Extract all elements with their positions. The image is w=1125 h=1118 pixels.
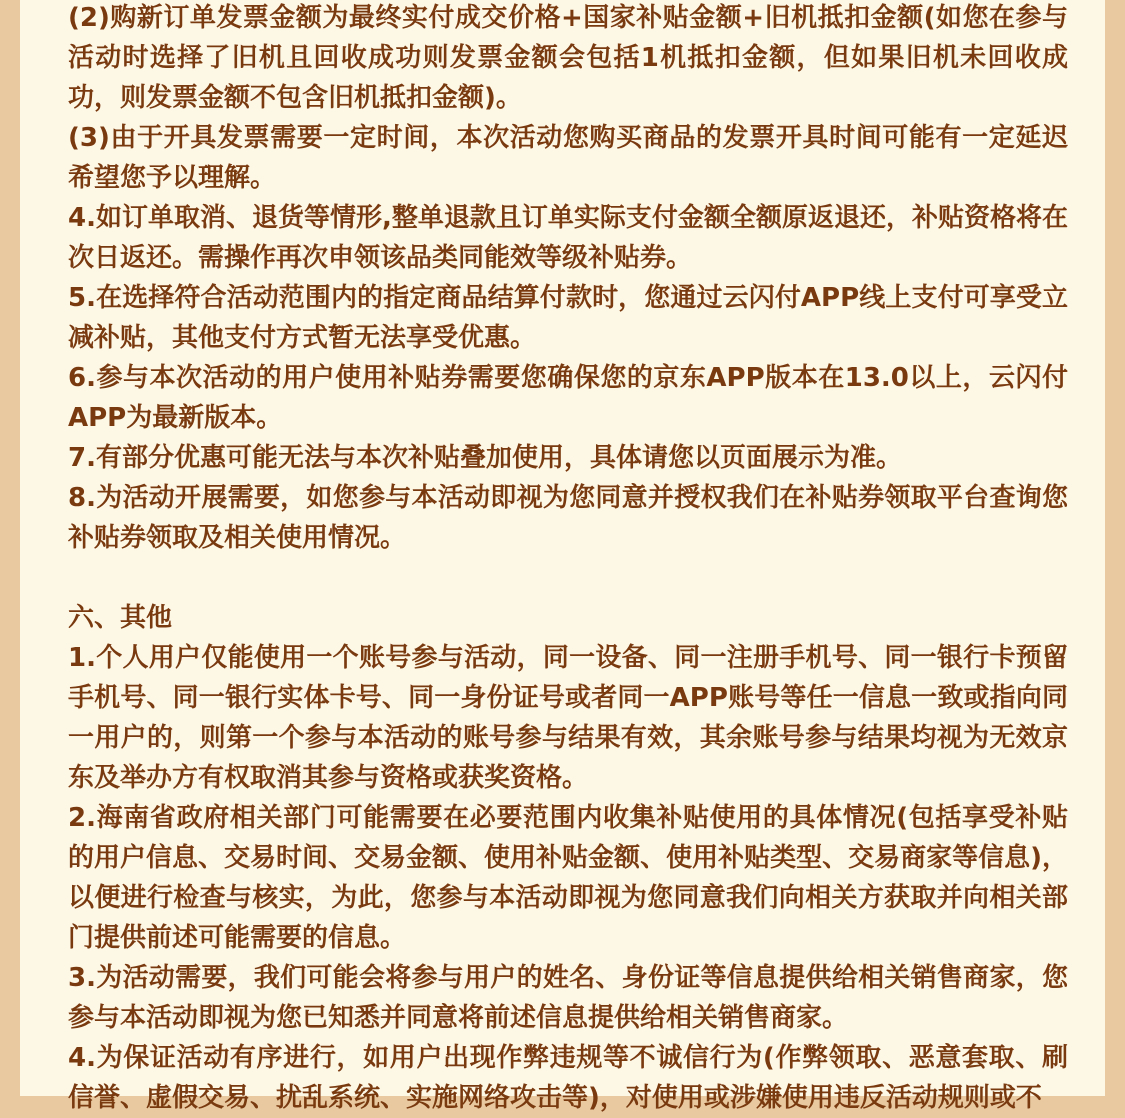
rule-item-fraud: 4.为保证活动有序进行，如用户出现作弊违规等不诚信行为(作弊领取、恶意套取、刷信誉、虚假交易、扰乱系统、实施网络攻击等)，对使用或涉嫌使用违反活动规则或不	[68, 1043, 1068, 1113]
rules-panel	[20, 0, 1105, 1113]
rule-item-government-data: 2.海南省政府相关部门可能需要在必要范围内收集补贴使用的具体情况(包括享受补贴的用户信息、交易时间、交易金额、使用补贴金额、使用补贴类型、交易商家等信息)，以便进行检查与核实，为此，您参与本活动即视为您同意我们向相关方获取并向相关部门提供前述可能需要的信息。	[68, 803, 1068, 953]
rule-item-refund: 4.如订单取消、退货等情形,整单退款且订单实际支付金额全额原返退还，补贴资格将在次日返还。需操作再次申领该品类同能效等级补贴券。	[68, 203, 1068, 273]
rule-item-single-account: 1.个人用户仅能使用一个账号参与活动，同一设备、同一注册手机号、同一银行卡预留手机号、同一银行实体卡号、同一身份证号或者同一APP账号等任一信息一致或指向同一用户的，则第一个参与本活动的账号参与结果有效，其余账号参与结果均视为无效京东及举办方有权取消其参与资格或获奖资格。	[68, 643, 1068, 793]
section-title-other: 六、其他	[68, 603, 173, 633]
rule-item-invoice-amount: (2)购新订单发票金额为最终实付成交价格+国家补贴金额+旧机抵扣金额(如您在参与活动时选择了旧机且回收成功则发票金额会包括1机抵扣金额，但如果旧机未回收成功，则发票金额不包含旧机抵扣金额)。	[68, 3, 1068, 113]
rule-item-merchant-info: 3.为活动需要，我们可能会将参与用户的姓名、身份证等信息提供给相关销售商家，您参与本活动即视为您已知悉并同意将前述信息提供给相关销售商家。	[68, 963, 1068, 1033]
rule-item-authorization: 8.为活动开展需要，如您参与本活动即视为您同意并授权我们在补贴券领取平台查询您补贴券领取及相关使用情况。	[68, 483, 1068, 553]
rules-content	[68, 0, 1068, 1118]
rule-item-invoice-delay: (3)由于开具发票需要一定时间，本次活动您购买商品的发票开具时间可能有一定延迟希望您予以理解。	[68, 123, 1068, 193]
rule-item-stacking: 7.有部分优惠可能无法与本次补贴叠加使用，具体请您以页面展示为准。	[68, 443, 902, 473]
rule-item-app-version: 6.参与本次活动的用户使用补贴券需要您确保您的京东APP版本在13.0以上，云闪付APP为最新版本。	[68, 363, 1068, 433]
rule-item-payment: 5.在选择符合活动范围内的指定商品结算付款时，您通过云闪付APP线上支付可享受立减补贴，其他支付方式暂无法享受优惠。	[68, 283, 1068, 353]
section-spacer	[68, 558, 1068, 598]
